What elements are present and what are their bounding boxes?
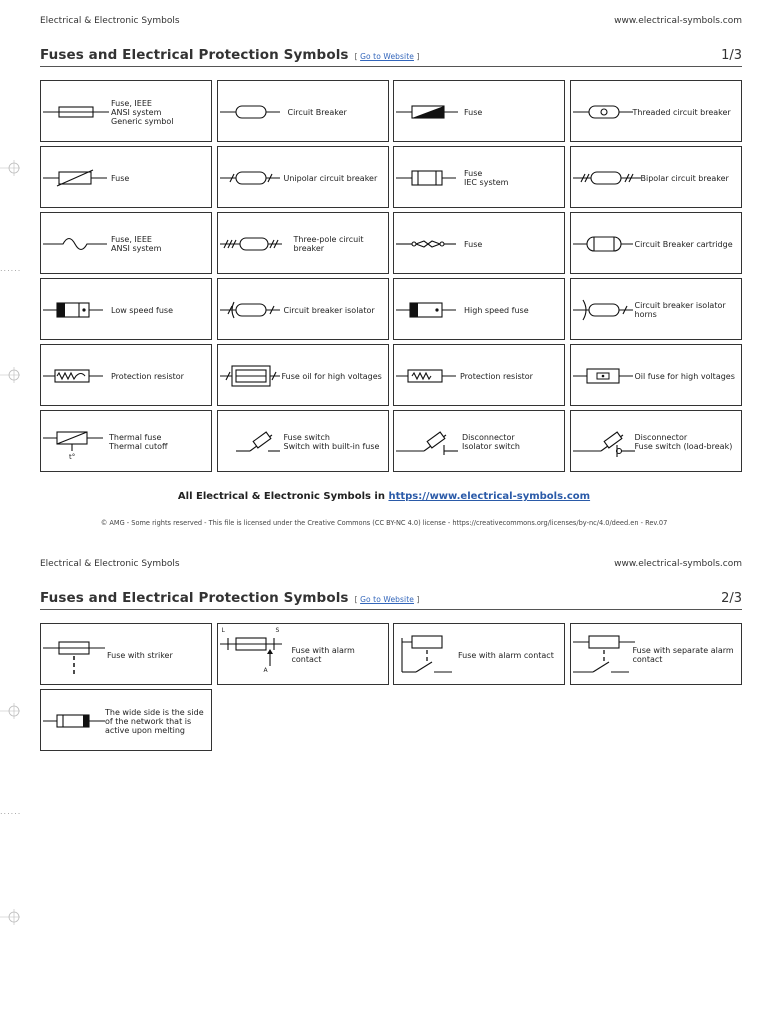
fuse-iec-icon [396,147,466,209]
page-header [40,16,742,26]
symbol-label: Circuit breaker isolator horns [634,301,726,319]
circuit-breaker-icon [220,81,290,143]
fuse-alarm-contact-icon [396,624,466,686]
symbol-cell [217,410,389,472]
symbol-cell [570,344,742,406]
fuse-ieee-generic-icon [43,81,113,143]
fuse-diagonal-icon [43,147,113,209]
symbol-label: Fuse [111,174,130,183]
symbol-label: Circuit Breaker [287,108,347,117]
symbol-label: Disconnector Isolator switch [462,433,520,451]
fuse-link-icon [396,213,466,275]
symbol-cell [217,278,389,340]
symbol-cell [40,278,212,340]
oil-fuse-icon [573,345,643,407]
symbol-label: Fuse, IEEE ANSI system [111,235,162,253]
page-number: 1/3 [721,48,742,63]
symbol-cell [40,80,212,142]
circuit-breaker-cartridge-icon [573,213,643,275]
page-title-2: Fuses and Electrical Protection Symbols [ Go to Website ] [40,590,420,606]
symbol-label: Fuse with alarm contact [458,651,554,660]
license-text: © AMG - Some rights reserved - This file is licensed under the Creative Commons (CC BY-NC 4.0) license - https://creativecommons.org/licenses/by-nc/4.0/deed.en - Rev.07 [100,519,668,527]
disconnector-icon [396,411,466,473]
symbol-label: Disconnector Fuse switch (load-break) [634,433,733,451]
all-symbols-link[interactable]: https://www.electrical-symbols.com [388,491,591,502]
symbol-label: Fuse, IEEE ANSI system Generic symbol [111,99,174,126]
three-pole-circuit-breaker-icon [220,213,290,275]
fuse-switch-icon [220,411,290,473]
symbol-cell [570,212,742,274]
registration-mark-icon [0,365,20,385]
unipolar-circuit-breaker-icon [220,147,290,209]
protection-resistor-icon [396,345,466,407]
symbol-label: Protection resistor [460,372,533,381]
symbol-cell [217,146,389,208]
title-bar-2 [40,587,742,610]
symbol-cell [570,623,742,685]
symbol-label: Oil fuse for high voltages [634,372,735,381]
fuse-triangle-icon [396,81,466,143]
symbol-cell [570,410,742,472]
fuse-wide-side-icon [43,690,113,752]
symbol-cell [217,80,389,142]
low-speed-fuse-icon [43,279,113,341]
symbol-cell [570,278,742,340]
symbol-cell [40,623,212,685]
header-right: www.electrical-symbols.com [614,559,742,569]
go-to-website-link[interactable]: Go to Website [360,595,414,604]
symbol-label: Unipolar circuit breaker [283,174,378,183]
circuit-breaker-isolator-horns-icon [573,279,643,341]
high-speed-fuse-icon [396,279,466,341]
symbol-label: Threaded circuit breaker [632,108,731,117]
symbol-cell [393,146,565,208]
symbol-mark: A [263,667,268,674]
bipolar-circuit-breaker-icon [573,147,643,209]
registration-mark-icon [0,158,20,178]
page-number-2: 2/3 [721,591,742,606]
symbol-label: Fuse IEC system [464,169,509,187]
thermal-fuse-icon [43,411,113,473]
symbol-cell [393,344,565,406]
disconnector-fuse-switch-icon [573,411,643,473]
fuse-striker-icon [43,624,113,686]
symbol-label: The wide side is the side of the network that is active upon melting [105,708,204,735]
registration-mark-icon [0,907,20,927]
header-right: www.electrical-symbols.com [614,16,742,26]
symbol-label: Protection resistor [111,372,184,381]
symbol-sublabel: t° [69,453,76,461]
symbol-label: Fuse [464,108,483,117]
symbol-cell [217,212,389,274]
go-to-website: [ Go to Website ] [354,595,420,604]
symbol-cell [40,344,212,406]
symbol-label: Bipolar circuit breaker [640,174,729,183]
protection-resistor-wave-icon [43,345,113,407]
symbol-cell [393,410,565,472]
symbol-cell [393,623,565,685]
symbol-label: Low speed fuse [111,306,173,315]
go-to-website: [ Go to Website ] [354,52,420,61]
crop-dots: ...... [0,807,22,816]
symbol-mark: S [275,627,280,634]
symbol-cell [570,146,742,208]
symbol-cell [40,410,212,472]
symbol-cell [393,212,565,274]
symbol-label: Three-pole circuit breaker [293,235,364,253]
symbol-cell [217,623,389,685]
page-header-2 [40,559,742,569]
symbol-label: Thermal fuse Thermal cutoff [109,433,168,451]
symbol-cell [40,212,212,274]
symbol-label: High speed fuse [464,306,529,315]
symbol-label: Circuit breaker isolator [283,306,375,315]
symbol-label: Fuse [464,240,483,249]
page-title: Fuses and Electrical Protection Symbols [ Go to Website ] [40,47,420,63]
header-left: Electrical & Electronic Symbols [40,16,180,26]
symbol-cell [570,80,742,142]
symbol-label: Fuse with alarm contact [291,646,355,664]
symbol-label: Fuse oil for high voltages [281,372,382,381]
title-bar [40,44,742,67]
symbol-cell [393,278,565,340]
symbol-cell [40,689,212,751]
symbol-label: Fuse with separate alarm contact [632,646,734,664]
symbol-mark: L [221,627,225,634]
registration-mark-icon [0,701,20,721]
crop-dots: ...... [0,264,22,273]
header-left: Electrical & Electronic Symbols [40,559,180,569]
circuit-breaker-isolator-icon [220,279,290,341]
go-to-website-link[interactable]: Go to Website [360,52,414,61]
symbol-cell [393,80,565,142]
symbol-label: Circuit Breaker cartridge [634,240,733,249]
fuse-oil-icon [220,345,290,407]
fuse-ieee-wave-icon [43,213,113,275]
symbol-cell [40,146,212,208]
symbol-label: Fuse with striker [107,651,173,660]
symbol-cell [217,344,389,406]
symbol-label: Fuse switch Switch with built-in fuse [283,433,380,451]
all-symbols-line: All Electrical & Electronic Symbols in https://www.electrical-symbols.com [177,491,591,502]
